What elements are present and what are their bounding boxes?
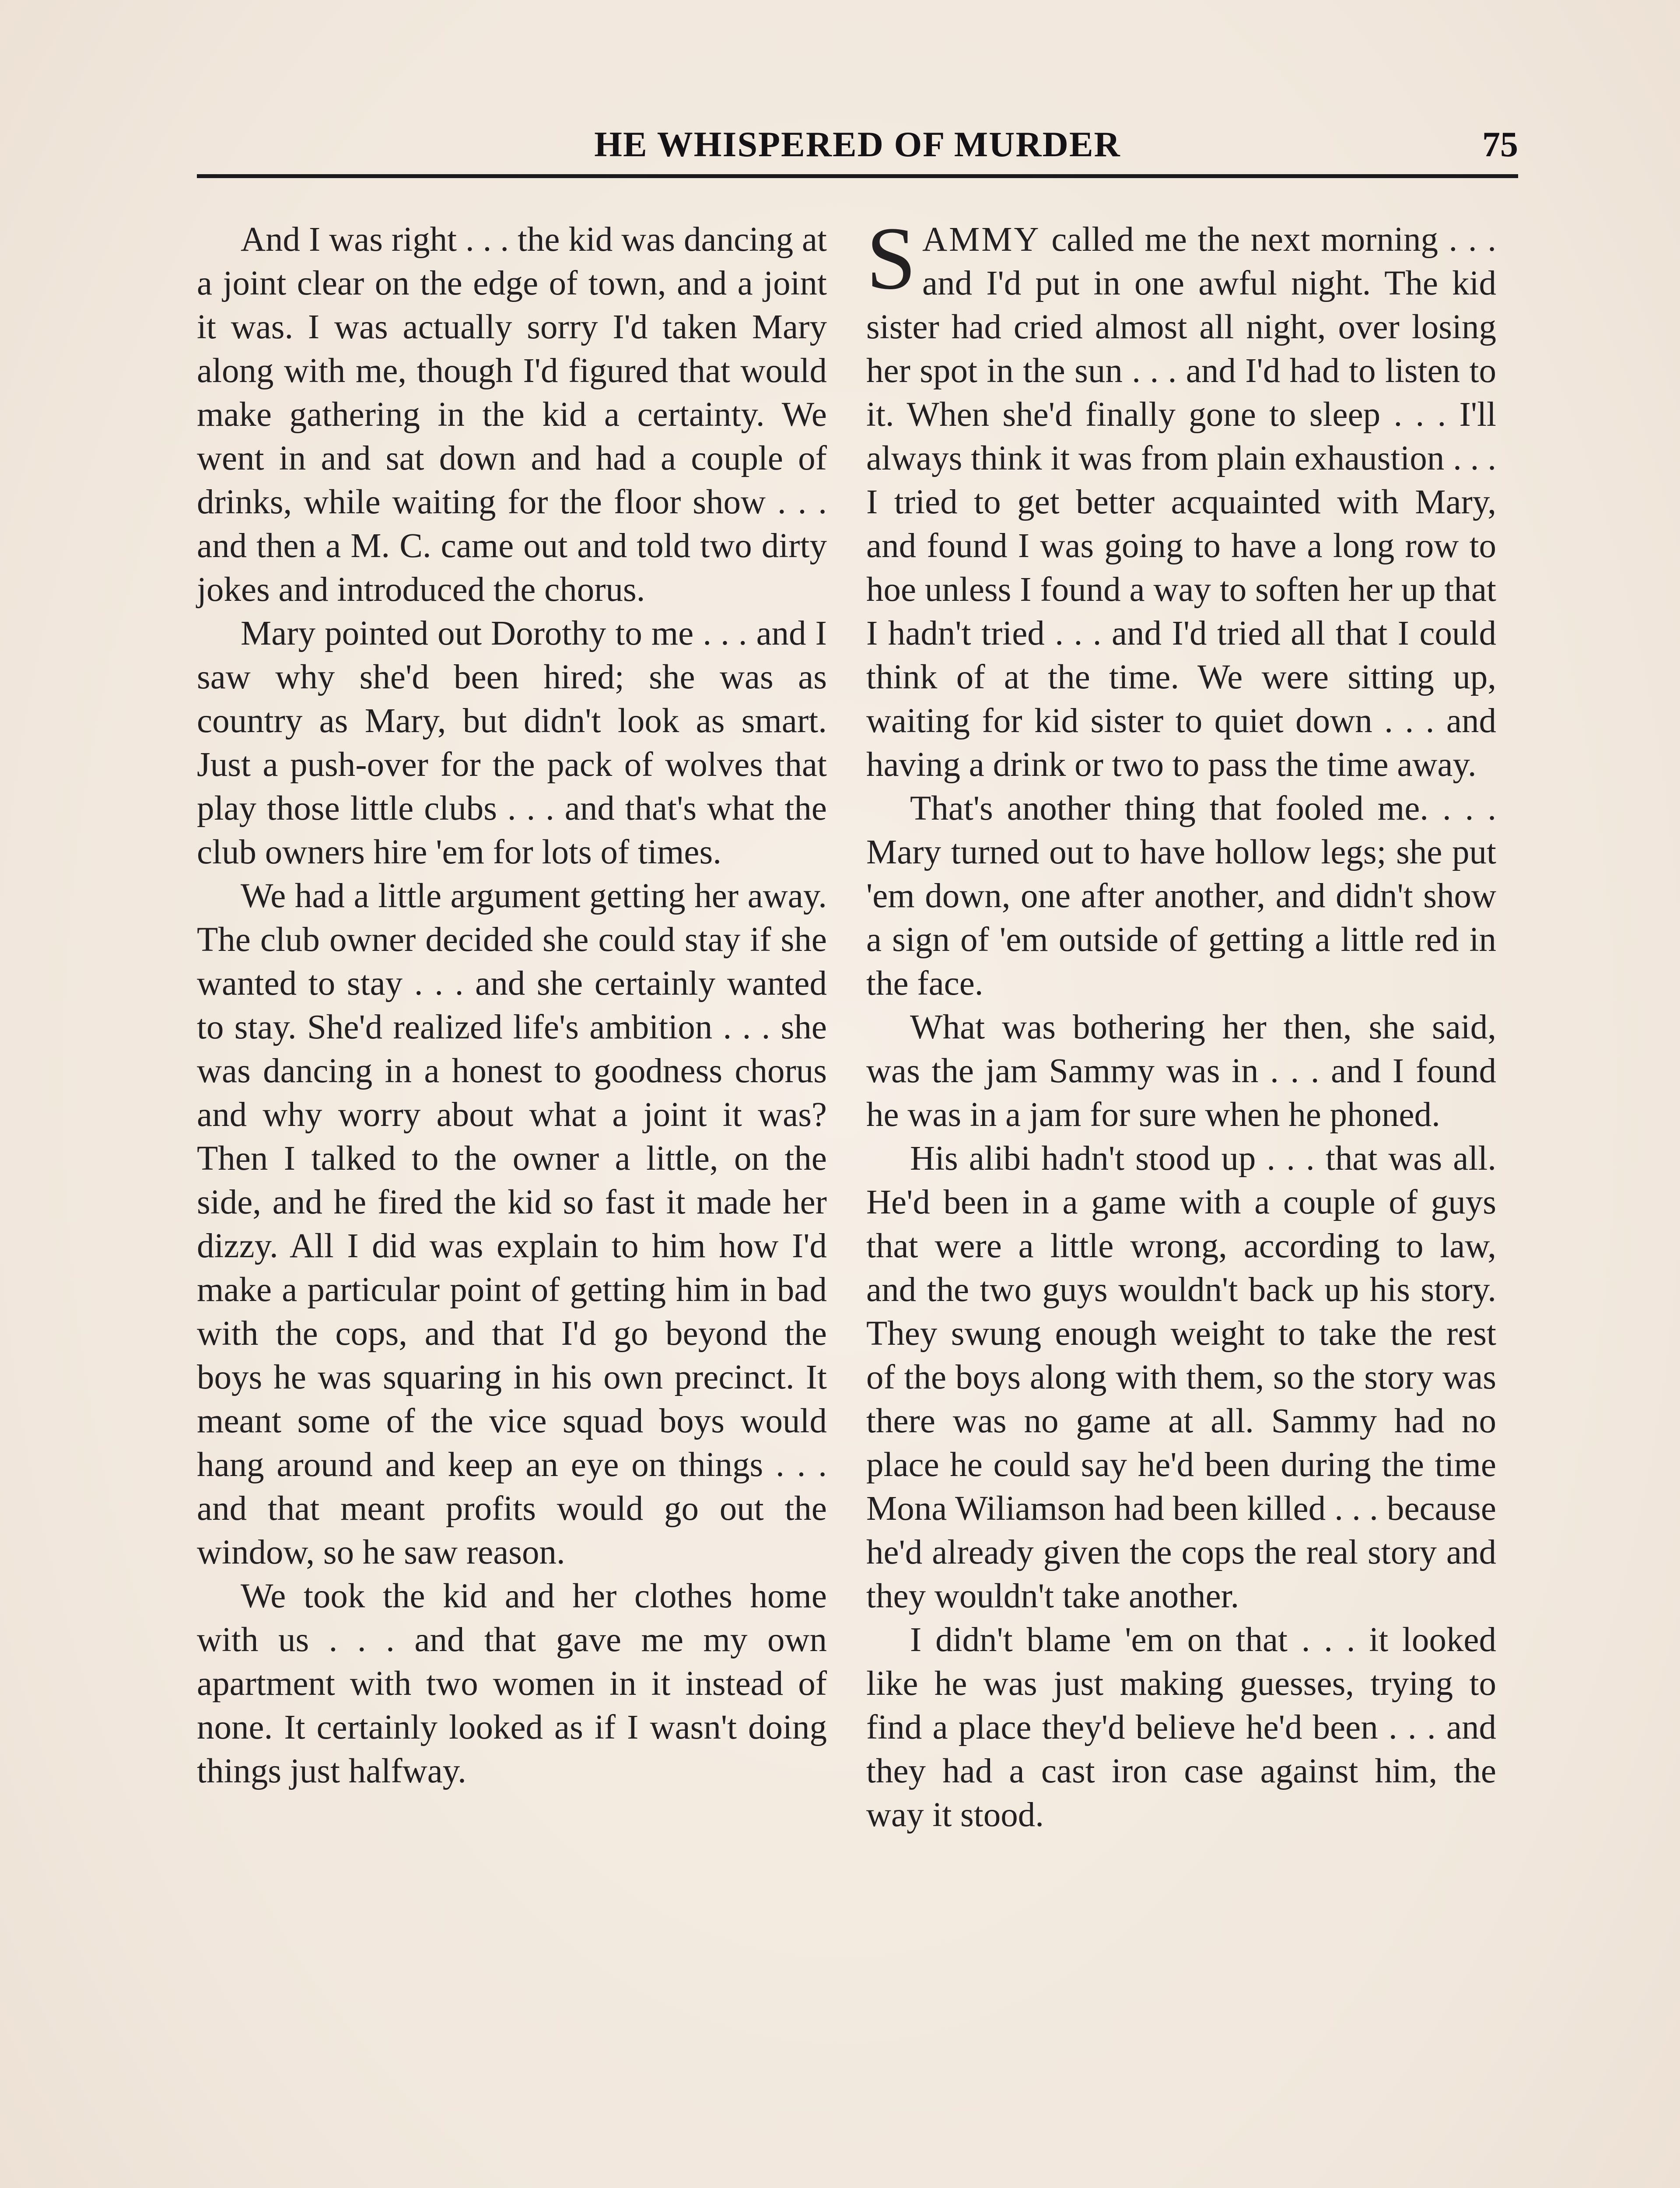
right-paragraph-1 [866,209,1496,787]
left-paragraph-1: And I was right . . . the kid was dancing at a joint clear on the edge of town, and a joint it was. I was actually sorry I'd taken Mary along with me, though I'd figured that would make gathering in the kid a certainty. We went in and sat down and had a couple of drinks, while waiting for the floor show . . . and then a M. C. came out and told two dirty jokes and introduced the chorus. [197,221,827,609]
left-paragraph-2: Mary pointed out Dorothy to me . . . and I saw why she'd been hired; she was as country as Mary, but didn't look as smart. Just a push-over for the pack of wolves that play those little clubs . . . and that's what the club owners hire 'em for lots of times. [197,614,827,871]
page-header [197,118,1518,171]
right-column [866,209,1496,1837]
lead-in-text: called me the next morning . . . and I'd put in one awful night. The kid sister had cried almost all night, over losing her spot in the sun . . . and I'd had to listen to it. When she'd finally gone to sleep . . . I'll always think it was from plain exhaustion . . . I tried to get better acquainted with Mary, and found I was going to have a long row to hoe unless I found a way to soften her up that I hadn't tried . . . and I'd tried all that I could think of at the time. We were sitting up, waiting for kid sister to quiet down . . . and having a drink or two to pass the time away. [866,221,1496,784]
right-paragraph-5: I didn't blame 'em on that . . . it looked like he was just making guesses, trying to find a place they'd believe he'd been . . . and they had a cast iron case against him, the way it stood. [866,1621,1496,1834]
right-paragraph-2: That's another thing that fooled me. . . . Mary turned out to have hollow legs; she put 'em down, one after another, and didn't show a sign of 'em outside of getting a little red in the face. [866,789,1496,1003]
header-rule [197,174,1518,178]
lead-in-caps: AMMY [922,221,1041,259]
running-title: HE WHISPERED OF MURDER [594,124,1121,164]
drop-cap: S [866,209,917,308]
right-paragraph-3: What was bothering her then, she said, was the jam Sammy was in . . . and I found he was in a jam for sure when he phoned. [866,1008,1496,1134]
page-number: 75 [1482,124,1518,164]
left-column [197,218,827,1793]
left-paragraph-4: We took the kid and her clothes home with us . . . and that gave me my own apartment with two women in it instead of none. It certainly looked as if I wasn't doing things just halfway. [197,1577,827,1790]
left-paragraph-3: We had a little argument getting her away. The club owner decided she could stay if she wanted to stay . . . and she certainly wanted to stay. She'd realized life's ambition . . . she was dancing in a honest to goodness chorus and why worry about what a joint it was? Then I talked to the owner a little, on the side, and he fired the kid so fast it made her dizzy. All I did was explain to him how I'd make a particular point of getting him in bad with the cops, and that I'd go beyond the boys he was squaring in his own precinct. It meant some of the vice squad boys would hang around and keep an eye on things . . . and that meant profits would go out the window, so he saw reason. [197,877,827,1571]
right-paragraph-4: His alibi hadn't stood up . . . that was all. He'd been in a game with a couple of guys that were a little wrong, according to law, and the two guys wouldn't back up his story. They swung enough weight to take the rest of the boys along with them, so the story was there was no game at all. Sammy had no place he could say he'd been during the time Mona Wiliamson had been killed . . . because he'd already given the cops the real story and they wouldn't take another. [866,1140,1496,1615]
